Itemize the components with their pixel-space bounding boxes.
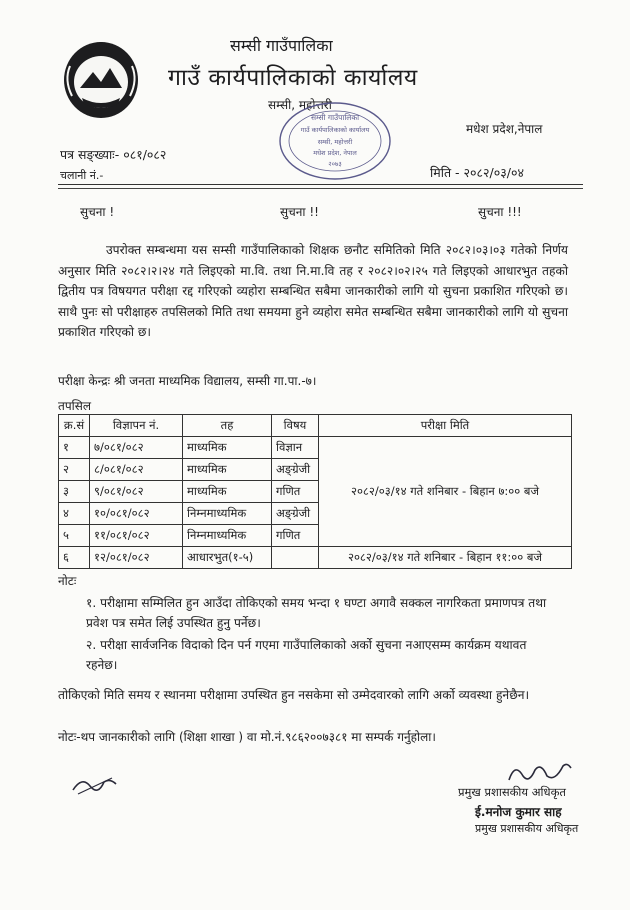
- province-label: मधेश प्रदेश,नेपाल: [466, 122, 543, 136]
- municipality-name: सम्सी गाउँपालिका: [230, 36, 333, 55]
- signatory-designation: प्रमुख प्रशासकीय अधिकृत: [458, 785, 566, 799]
- cell-adv-no: १२/०८१/०८२: [90, 547, 183, 569]
- cell-exam-date-group-2: २०८२/०३/१४ गते शनिबार - बिहान ११:०० बजे: [319, 547, 572, 569]
- header-divider-secondary: [58, 188, 583, 189]
- table-row: [59, 437, 572, 459]
- signatory-role-stamp: प्रमुख प्रशासकीय अधिकृत: [475, 822, 579, 835]
- cell-level: निम्नमाध्यमिक: [183, 503, 272, 525]
- cell-level: आधारभुत(१-५): [183, 547, 272, 569]
- cell-sn: १: [59, 437, 90, 459]
- seal-line-5: २०७३: [328, 160, 342, 168]
- seal-line-3: सम्सी, महोत्तरी: [317, 138, 353, 146]
- signature-right-icon: [505, 758, 575, 788]
- notice-word-2: सुचना !!: [280, 205, 319, 219]
- table-header-row: [59, 415, 572, 437]
- cell-adv-no: १०/०८१/०८२: [90, 503, 183, 525]
- seal-line-1: सम्सी गाउँपालिका: [310, 113, 360, 122]
- cell-level: माध्यमिक: [183, 481, 272, 503]
- cell-subject: विज्ञान: [272, 437, 319, 459]
- table-row: [59, 547, 572, 569]
- notice-word-3: सुचना !!!: [478, 205, 522, 219]
- cell-sn: ५: [59, 525, 90, 547]
- cell-level: माध्यमिक: [183, 437, 272, 459]
- cell-sn: ६: [59, 547, 90, 569]
- header-level: तह: [183, 415, 272, 437]
- cell-sn: ४: [59, 503, 90, 525]
- cell-subject: अङ्ग्रेजी: [272, 503, 319, 525]
- office-seal-stamp: [275, 100, 395, 182]
- cell-level: निम्नमाध्यमिक: [183, 525, 272, 547]
- cell-level: माध्यमिक: [183, 459, 272, 481]
- closing-paragraph: तोकिएको मिति समय र स्थानमा परीक्षामा उपस्थित हुन नसकेमा सो उम्मेदवारको लागि अर्को व्यवस्था हुनेछैन।: [58, 688, 530, 702]
- note-item-1: १. परीक्षामा सम्मिलित हुन आउँदा तोकिएको समय भन्दा १ घण्टा अगावै सक्कल नागरिकता प्रमाणपत्र तथा प्रवेश पत्र समेत लिई उपस्थित हुनु पर्नेछ।: [86, 596, 547, 630]
- seal-line-4: मधेश प्रदेश, नेपाल: [313, 149, 357, 157]
- cell-subject: अङ्ग्रेजी: [272, 459, 319, 481]
- nepal-emblem-icon: [60, 36, 142, 122]
- cell-adv-no: ८/०८१/०८२: [90, 459, 183, 481]
- cell-adv-no: ९/०८१/०८२: [90, 481, 183, 503]
- cell-adv-no: ११/०८१/०८२: [90, 525, 183, 547]
- header-adv-no: विज्ञापन नं.: [90, 415, 183, 437]
- cell-sn: २: [59, 459, 90, 481]
- reference-number: पत्र सङ्ख्याः- ०८१/०८२: [60, 147, 167, 162]
- signatory-name: ई.मनोज कुमार साह: [475, 805, 562, 819]
- header-sn: क्र.सं: [59, 415, 90, 437]
- notice-body: उपरोक्त सम्बन्धमा यस सम्सी गाउँपालिकाको शिक्षक छनौट समितिको मिति २०८२।०३।०३ गतेको निर्णय अनुसार मिति २०८२।२।२४ गते लिइएको मा.वि. तथा नि.मा.वि तह र २०८२।०२।२५ गते लिइएको आधारभुत तहको द्वितीय पत्र विषयगत परीक्षा रद्द गरिएको व्यहोरा सम्बन्धित सबैमा जानकारीको लागि यो सुचना प्रकाशित गरिएको छ। साथै पुनः सो परीक्षाहरु तपसिलको मिति तथा समयमा हुने व्यहोरा समेत सम्बन्धित सबैमा जानकारीको लागि यो सुचना प्रकाशित गरिएको छ।: [58, 243, 568, 339]
- cell-exam-date-group-1: २०८२/०३/१४ गते शनिबार - बिहान ७:०० बजे: [319, 437, 572, 547]
- header-exam-date: परीक्षा मिति: [319, 415, 572, 437]
- cell-adv-no: ७/०८१/०८२: [90, 437, 183, 459]
- header-subject: विषय: [272, 415, 319, 437]
- contact-note: नोटः-थप जानकारीको लागि (शिक्षा शाखा ) वा मो.नं.९८६२००७३८१ मा सम्पर्क गर्नुहोला।: [58, 730, 436, 744]
- seal-line-2: गाउँ कार्यपालिकाको कार्यालय: [300, 126, 370, 134]
- letter-date: मिति - २०८२/०३/०४: [430, 165, 524, 180]
- cell-sn: ३: [59, 481, 90, 503]
- office-title: गाउँ कार्यपालिकाको कार्यालय: [168, 65, 418, 91]
- note-item-2: २. परीक्षा सार्वजनिक विदाको दिन पर्न गएमा गाउँपालिकाको अर्को सुचना नआएसम्म कार्यक्रम यथावत रहनेछ।: [86, 638, 527, 672]
- dispatch-number: चलानी नं.-: [60, 169, 104, 182]
- office-address: सम्सी, महोत्तरी: [268, 98, 332, 112]
- cell-subject: गणित: [272, 525, 319, 547]
- schedule-label: तपसिल: [58, 399, 92, 413]
- notes-heading: नोटः: [58, 574, 77, 588]
- exam-center: परीक्षा केन्द्रः श्री जनता माध्यमिक विद्यालय, सम्सी गा.पा.-७।: [58, 374, 317, 388]
- cell-subject: गणित: [272, 481, 319, 503]
- notice-word-1: सुचना !: [80, 205, 115, 219]
- signature-left-icon: [70, 770, 120, 800]
- cell-subject: [272, 547, 319, 569]
- exam-schedule-table: [58, 414, 572, 569]
- header-divider: [58, 184, 583, 185]
